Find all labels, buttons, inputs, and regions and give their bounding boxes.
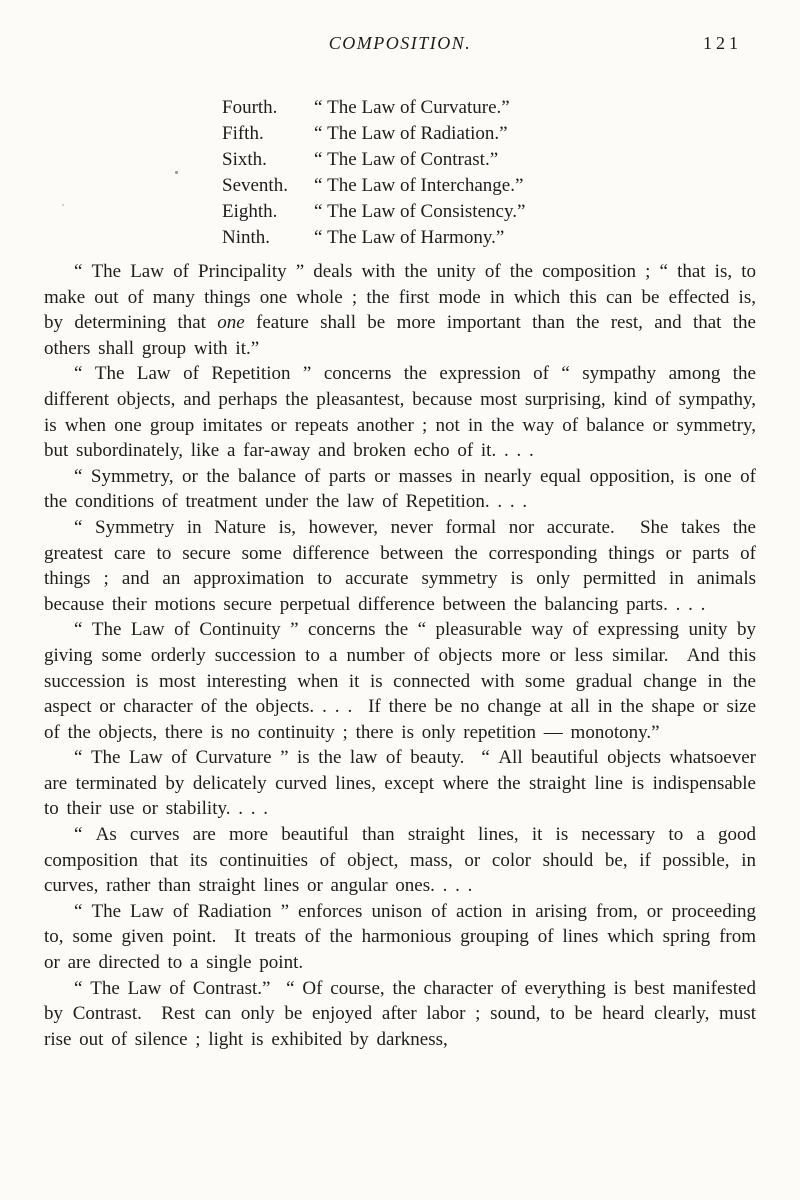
paragraph-text: “ Symmetry, or the balance of parts or masses in nearly equal opposition, is one of the conditions of treatment under the law of Repetition. . . . xyxy=(44,465,756,513)
page-body xyxy=(44,259,756,1052)
law-list-item xyxy=(222,173,756,199)
paragraph-contrast xyxy=(44,976,756,1053)
law-list-item xyxy=(222,147,756,173)
law-title: “ The Law of Harmony.” xyxy=(314,227,505,248)
paragraph-continuity xyxy=(44,617,756,745)
paragraph-curves xyxy=(44,822,756,899)
paragraph-text: “ As curves are more beautiful than straight lines, it is necessary to a good composition that its continuities of object, mass, or color should be, if possible, in curves, rather than straight lines or angular ones. . . . xyxy=(44,824,756,897)
paragraph-text: “ The Law of Continuity ” concerns the “ pleasurable way of expressing unity by giving some orderly succession to a number of objects more or less similar. And this succession is most interesting when it is connected with some gradual change in the aspect or character of the objects. . . . If there be no change at all in the shape or size of the objects, there is no continuity ; there is only repetition — monotony.” xyxy=(44,619,756,743)
law-ordinal: Seventh. xyxy=(222,175,288,196)
page-number: 121 xyxy=(703,33,742,53)
scan-speck xyxy=(62,204,64,206)
paragraph-text: “ The Law of Principality ” deals with the unity of the composition ; “ that is, to make out of many things one whole ; the first mode in which this can be effected is, by determining that xyxy=(44,261,756,334)
paragraph-principality xyxy=(44,259,756,361)
paragraph-text: “ The Law of Repetition ” concerns the expression of “ sympathy among the different objects, and perhaps the pleasantest, because most surprising, kind of sympathy, is when one group imitates or repeats another ; not in the way of balance or symmetry, but subordinately, like a far-away and broken echo of it. . . . xyxy=(44,363,756,462)
paragraph-curvature xyxy=(44,745,756,822)
law-title: “ The Law of Radiation.” xyxy=(314,123,508,144)
law-title: “ The Law of Curvature.” xyxy=(314,97,510,118)
law-list-item xyxy=(222,199,756,225)
running-title: COMPOSITION. xyxy=(328,33,472,53)
law-title: “ The Law of Interchange.” xyxy=(314,175,524,196)
paragraph-radiation xyxy=(44,899,756,976)
law-list-item xyxy=(222,95,756,121)
law-title: “ The Law of Contrast.” xyxy=(314,149,499,170)
law-title: “ The Law of Consistency.” xyxy=(314,201,526,222)
law-list-item xyxy=(222,225,756,251)
paragraph-text: feature shall be more important than the rest, and that the others shall group with it.” xyxy=(44,312,756,359)
paragraph-repetition xyxy=(44,361,756,463)
paragraph-text: “ Symmetry in Nature is, however, never formal nor accurate. She takes the greatest care to secure some difference between the corresponding things or parts of things ; and an approximation to accurate symmetry is only permitted in animals because their motions secure perpetual difference between the balancing parts. . . . xyxy=(44,516,756,615)
laws-list xyxy=(222,95,756,251)
law-ordinal: Fifth. xyxy=(222,123,264,144)
paragraph-text: “ The Law of Radiation ” enforces unison of action in arising from, or proceeding to, some given point. It treats of the harmonious grouping of lines which spring from or are directed to a single point. xyxy=(44,900,756,974)
paragraph-symmetry-balance xyxy=(44,464,756,515)
paragraph-text: “ The Law of Contrast.” “ Of course, the character of everything is best manifested by Contrast. Rest can only be enjoyed after labor ; sound, to be heard clearly, must rise out of silence ; light is exhibited by darkness, xyxy=(44,977,756,1050)
law-ordinal: Eighth. xyxy=(222,201,278,222)
paragraph-symmetry-nature xyxy=(44,515,756,617)
law-ordinal: Ninth. xyxy=(222,227,271,248)
page-header xyxy=(44,33,756,59)
law-list-item xyxy=(222,121,756,147)
paragraph-text: “ The Law of Curvature ” is the law of beauty. “ All beautiful objects whatsoever are terminated by delicately curved lines, except where the straight line is indispensable to their use or stability. . . . xyxy=(44,747,756,820)
paragraph-text-italic: one xyxy=(217,312,245,334)
scan-speck xyxy=(175,171,178,174)
law-ordinal: Fourth. xyxy=(222,97,278,118)
law-ordinal: Sixth. xyxy=(222,149,267,170)
